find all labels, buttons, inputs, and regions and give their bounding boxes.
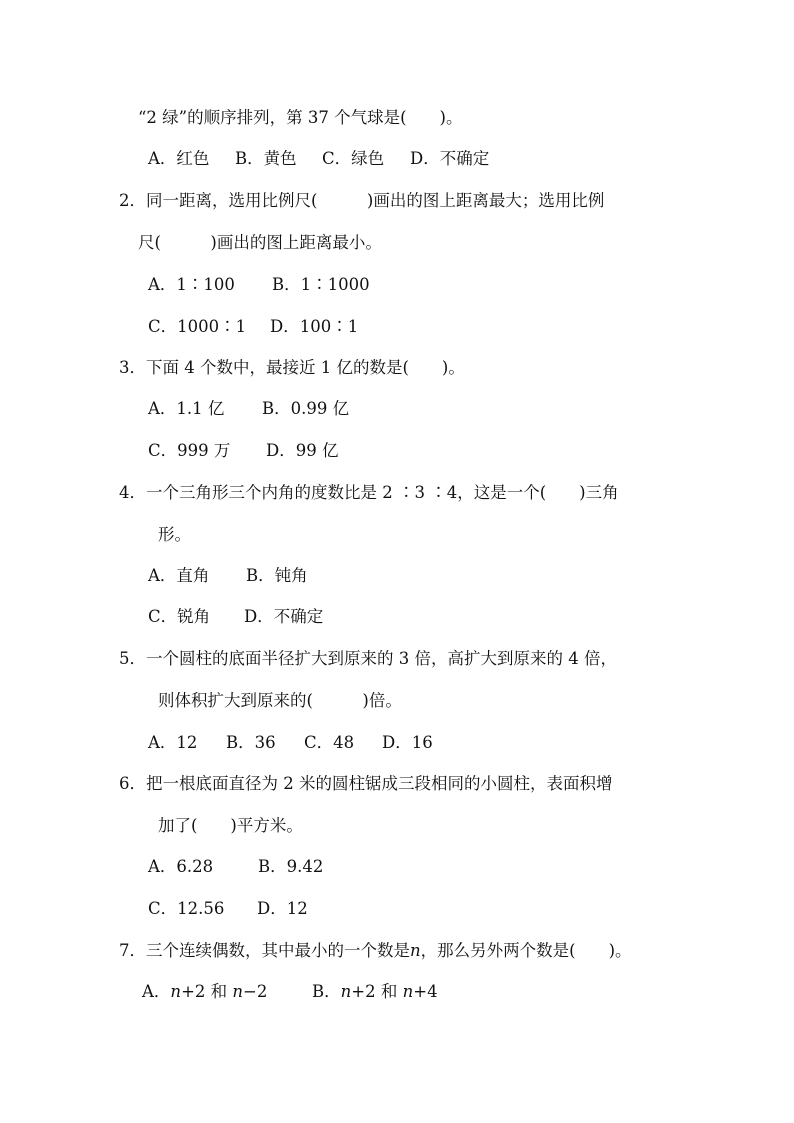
q1-stem-continuation: “2 绿”的顺序排列，第 37 个气球是( )。 — [138, 108, 463, 127]
q2-option-b[interactable]: B．1∶1000 — [272, 275, 370, 294]
q2-stem-line2: 尺( )画出的图上距离最小。 — [138, 233, 382, 252]
q3-stem: 3．下面 4 个数中，最接近 1 亿的数是( )。 — [119, 358, 465, 377]
q1-option-c[interactable]: C．绿色 — [322, 149, 385, 168]
q4-option-d[interactable]: D．不确定 — [244, 607, 324, 626]
q5-option-b[interactable]: B．36 — [226, 733, 276, 752]
q6-option-b[interactable]: B．9.42 — [258, 857, 324, 876]
q6-option-d[interactable]: D．12 — [257, 899, 308, 918]
q4-stem-line2: 形。 — [158, 525, 191, 544]
q2-stem-line1: 2．同一距离，选用比例尺( )画出的图上距离最大；选用比例 — [119, 191, 605, 210]
q3-option-a[interactable]: A．1.1 亿 — [148, 399, 225, 418]
q7-option-a-var1: n — [170, 982, 182, 1001]
q7-stem-part1: 7．三个连续偶数，其中最小的一个数是 — [119, 941, 410, 960]
q3-option-d[interactable]: D．99 亿 — [266, 441, 339, 460]
q3-option-c[interactable]: C．999 万 — [148, 441, 231, 460]
q7-stem — [119, 940, 632, 962]
q5-stem-line2: 则体积扩大到原来的( )倍。 — [158, 691, 402, 710]
q7-option-b-label: B． — [312, 982, 341, 1001]
q7-option-b-var2: n — [402, 982, 414, 1001]
q5-stem-line1: 5．一个圆柱的底面半径扩大到原来的 3 倍，高扩大到原来的 4 倍， — [119, 649, 617, 668]
q6-stem-line2: 加了( )平方米。 — [158, 816, 303, 835]
q7-option-b-part1: +2 和 — [351, 982, 403, 1001]
q1-option-a[interactable]: A．红色 — [148, 149, 210, 168]
q7-option-a-var2: n — [232, 982, 244, 1001]
q7-option-a[interactable] — [142, 981, 267, 1003]
q4-stem-line1: 4．一个三角形三个内角的度数比是 2 ∶3 ∶4，这是一个( )三角 — [119, 483, 619, 502]
q4-option-b[interactable]: B．钝角 — [246, 566, 308, 585]
q2-option-c[interactable]: C．1000∶1 — [148, 317, 247, 336]
q7-option-a-part2: −2 — [243, 982, 268, 1001]
q7-option-a-label: A． — [142, 982, 171, 1001]
q4-option-c[interactable]: C．锐角 — [148, 607, 211, 626]
q7-option-b[interactable] — [312, 981, 438, 1003]
q6-option-a[interactable]: A．6.28 — [148, 857, 214, 876]
q5-option-d[interactable]: D．16 — [382, 733, 433, 752]
q3-option-b[interactable]: B．0.99 亿 — [262, 399, 350, 418]
q7-option-b-part2: +4 — [413, 982, 438, 1001]
q5-option-c[interactable]: C．48 — [304, 733, 355, 752]
q7-stem-part2: ，那么另外两个数是( )。 — [420, 941, 632, 960]
q1-option-d[interactable]: D．不确定 — [410, 149, 490, 168]
q5-option-a[interactable]: A．12 — [148, 733, 198, 752]
q4-option-a[interactable]: A．直角 — [148, 566, 210, 585]
q7-option-b-var1: n — [340, 982, 352, 1001]
q7-variable-n: n — [410, 941, 421, 960]
q2-option-d[interactable]: D．100∶1 — [270, 317, 359, 336]
q7-option-a-part1: +2 和 — [181, 982, 233, 1001]
q6-option-c[interactable]: C．12.56 — [148, 899, 225, 918]
q1-option-b[interactable]: B．黄色 — [235, 149, 297, 168]
q6-stem-line1: 6．把一根底面直径为 2 米的圆柱锯成三段相同的小圆柱，表面积增 — [119, 774, 613, 793]
q2-option-a[interactable]: A．1∶100 — [148, 275, 235, 294]
